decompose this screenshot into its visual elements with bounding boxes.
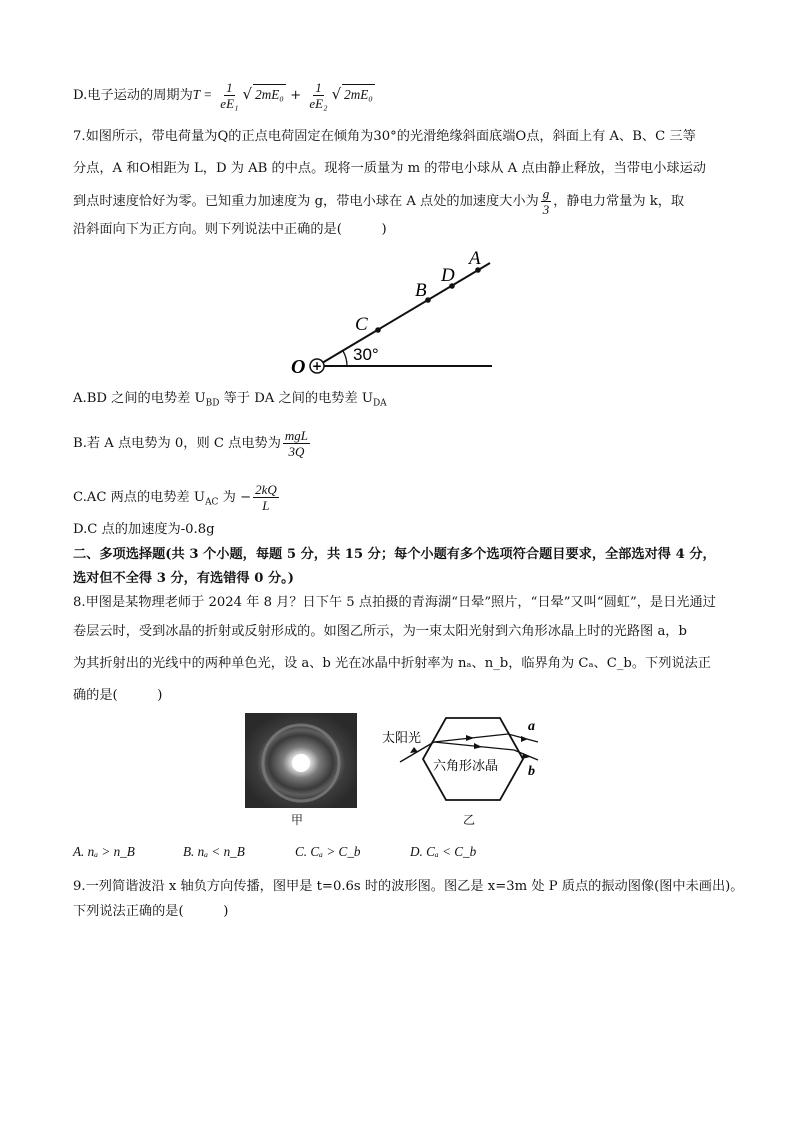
q7-option-b: B.若 A 点电势为 0，则 C 点电势为 $\frac{\text{mgL}}{3Q}$ [73, 428, 309, 459]
q6-frac2: $\frac{1}{\text{eE₂}}$ [309, 80, 328, 111]
q7-option-c-frac: $\frac{2kQ}{L}$ [255, 482, 277, 513]
fig-yi-caption: 乙 [463, 813, 476, 827]
sun-glow [292, 754, 310, 772]
q7-option-b-frac: $\frac{\text{mgL}}{3Q}$ [284, 428, 309, 459]
q8-stem-line4: 确的是( ) [73, 688, 163, 703]
q8-stem-line1: 8.甲图是某物理老师于 2024 年 8 月？日下午 5 点拍摄的青海湖“日晕”照片，“日晕”又叫“圆虹”，是日光通过 [73, 595, 716, 610]
hexagon-light-path-figure [378, 712, 558, 812]
q6-option-d-prefix: D.电子运动的周期为 [73, 88, 193, 103]
label-D: D [441, 265, 455, 286]
label-B: B [415, 280, 427, 301]
incident-arrow [410, 747, 418, 753]
q8-option-b: B. nₐ < n_B [183, 844, 245, 859]
q9-stem-line2: 下列说法正确的是( ) [73, 904, 229, 919]
q7-option-c: C.AC 两点的电势差 $U_{AC}$ 为 − $\frac{2kQ}{L}$ [73, 482, 277, 513]
fig-jia-caption: 甲 [291, 813, 304, 827]
exit-arrow-a [521, 736, 528, 742]
q8-stem-line3: 为其折射出的光线中的两种单色光，设 a、b 光在冰晶中折射率为 nₐ、n_b，临界角为 Cₐ、C_b。下列说法正 [73, 656, 711, 671]
sun-label: 太阳光 [382, 731, 422, 746]
crystal-label: 六角形冰晶 [433, 759, 499, 774]
q8-option-c: C. Cₐ > C_b [295, 844, 361, 859]
q7-stem-line4: 沿斜面向下为正方向。则下列说法中正确的是( ) [73, 222, 387, 237]
ray-b-label: b [528, 764, 535, 779]
incline-line [317, 263, 490, 366]
q6-frac1: $\frac{1}{\text{eE₁}}$ [220, 80, 239, 111]
q6-radicand-2: 2mE₀ [342, 84, 375, 105]
section2-heading-line2: 选对但不全得 3 分，有选错得 0 分。) [73, 571, 294, 586]
q6-option-d: D.电子运动的周期为T = $\frac{1}{\text{eE₁}}$ √ 2mE₀ + $\frac{1}{\text{eE₂}}$ √ 2mE₀ [73, 80, 373, 111]
q8-stem-line2: 卷层云时，受到冰晶的折射或反射形成的。如图乙所示，为一束太阳光射到六角形冰晶上时的光路图 a，b [73, 624, 687, 639]
point-C [375, 327, 381, 333]
q7-accel-frac: $\frac{g}{3}$ [542, 186, 550, 217]
label-angle: 30° [353, 345, 379, 364]
ray-a-label: a [528, 719, 535, 734]
q7-option-d: D.C 点的加速度为-0.8g [73, 522, 215, 537]
q7-option-a: A.BD 之间的电势差 $U_{BD}$ 等于 DA 之间的电势差 $U_{DA}$ [73, 391, 387, 409]
q9-stem-line1: 9.一列简谐波沿 x 轴负方向传播，图甲是 t=0.6s 时的波形图。图乙是 x=3m 处 P 质点的振动图像(图中未画出)。 [73, 879, 744, 894]
q6-formula-lhs: T = [192, 87, 213, 102]
q7-stem-line3: 到点时速度恰好为零。已知重力加速度为 g，带电小球在 A 点处的加速度大小为 $\frac{g}{3}$ ，静电力常量为 k，取 [73, 186, 685, 217]
label-A: A [469, 248, 481, 269]
q6-radicand-1: 2mE₀ [253, 84, 286, 105]
section2-heading-line1: 二、多项选择题(共 3 个小题，每题 5 分，共 15 分；每个小题有多个选项符合题目要求，全部选对得 4 分， [73, 547, 716, 562]
q7-stem-line1: 7.如图所示，带电荷量为Q的正点电荷固定在倾角为30°的光滑绝缘斜面底端O点，斜面上有 A、B、C 三等 [73, 129, 696, 144]
q8-option-a: A. nₐ > n_B [73, 844, 135, 859]
halo-photo-figure [245, 713, 357, 808]
q7-stem-line2: 分点，A 和O相距为 L，D 为 AB 的中点。现将一质量为 m 的带电小球从 A 点由静止释放，当带电小球运动 [73, 161, 706, 176]
q6-plus: + [290, 88, 302, 103]
charge-plus: + [311, 359, 323, 373]
angle-arc [343, 351, 347, 366]
label-O: O [291, 356, 306, 378]
q8-option-d: D. Cₐ < C_b [410, 844, 477, 859]
label-C: C [355, 314, 368, 335]
q7-incline-figure [285, 248, 505, 378]
